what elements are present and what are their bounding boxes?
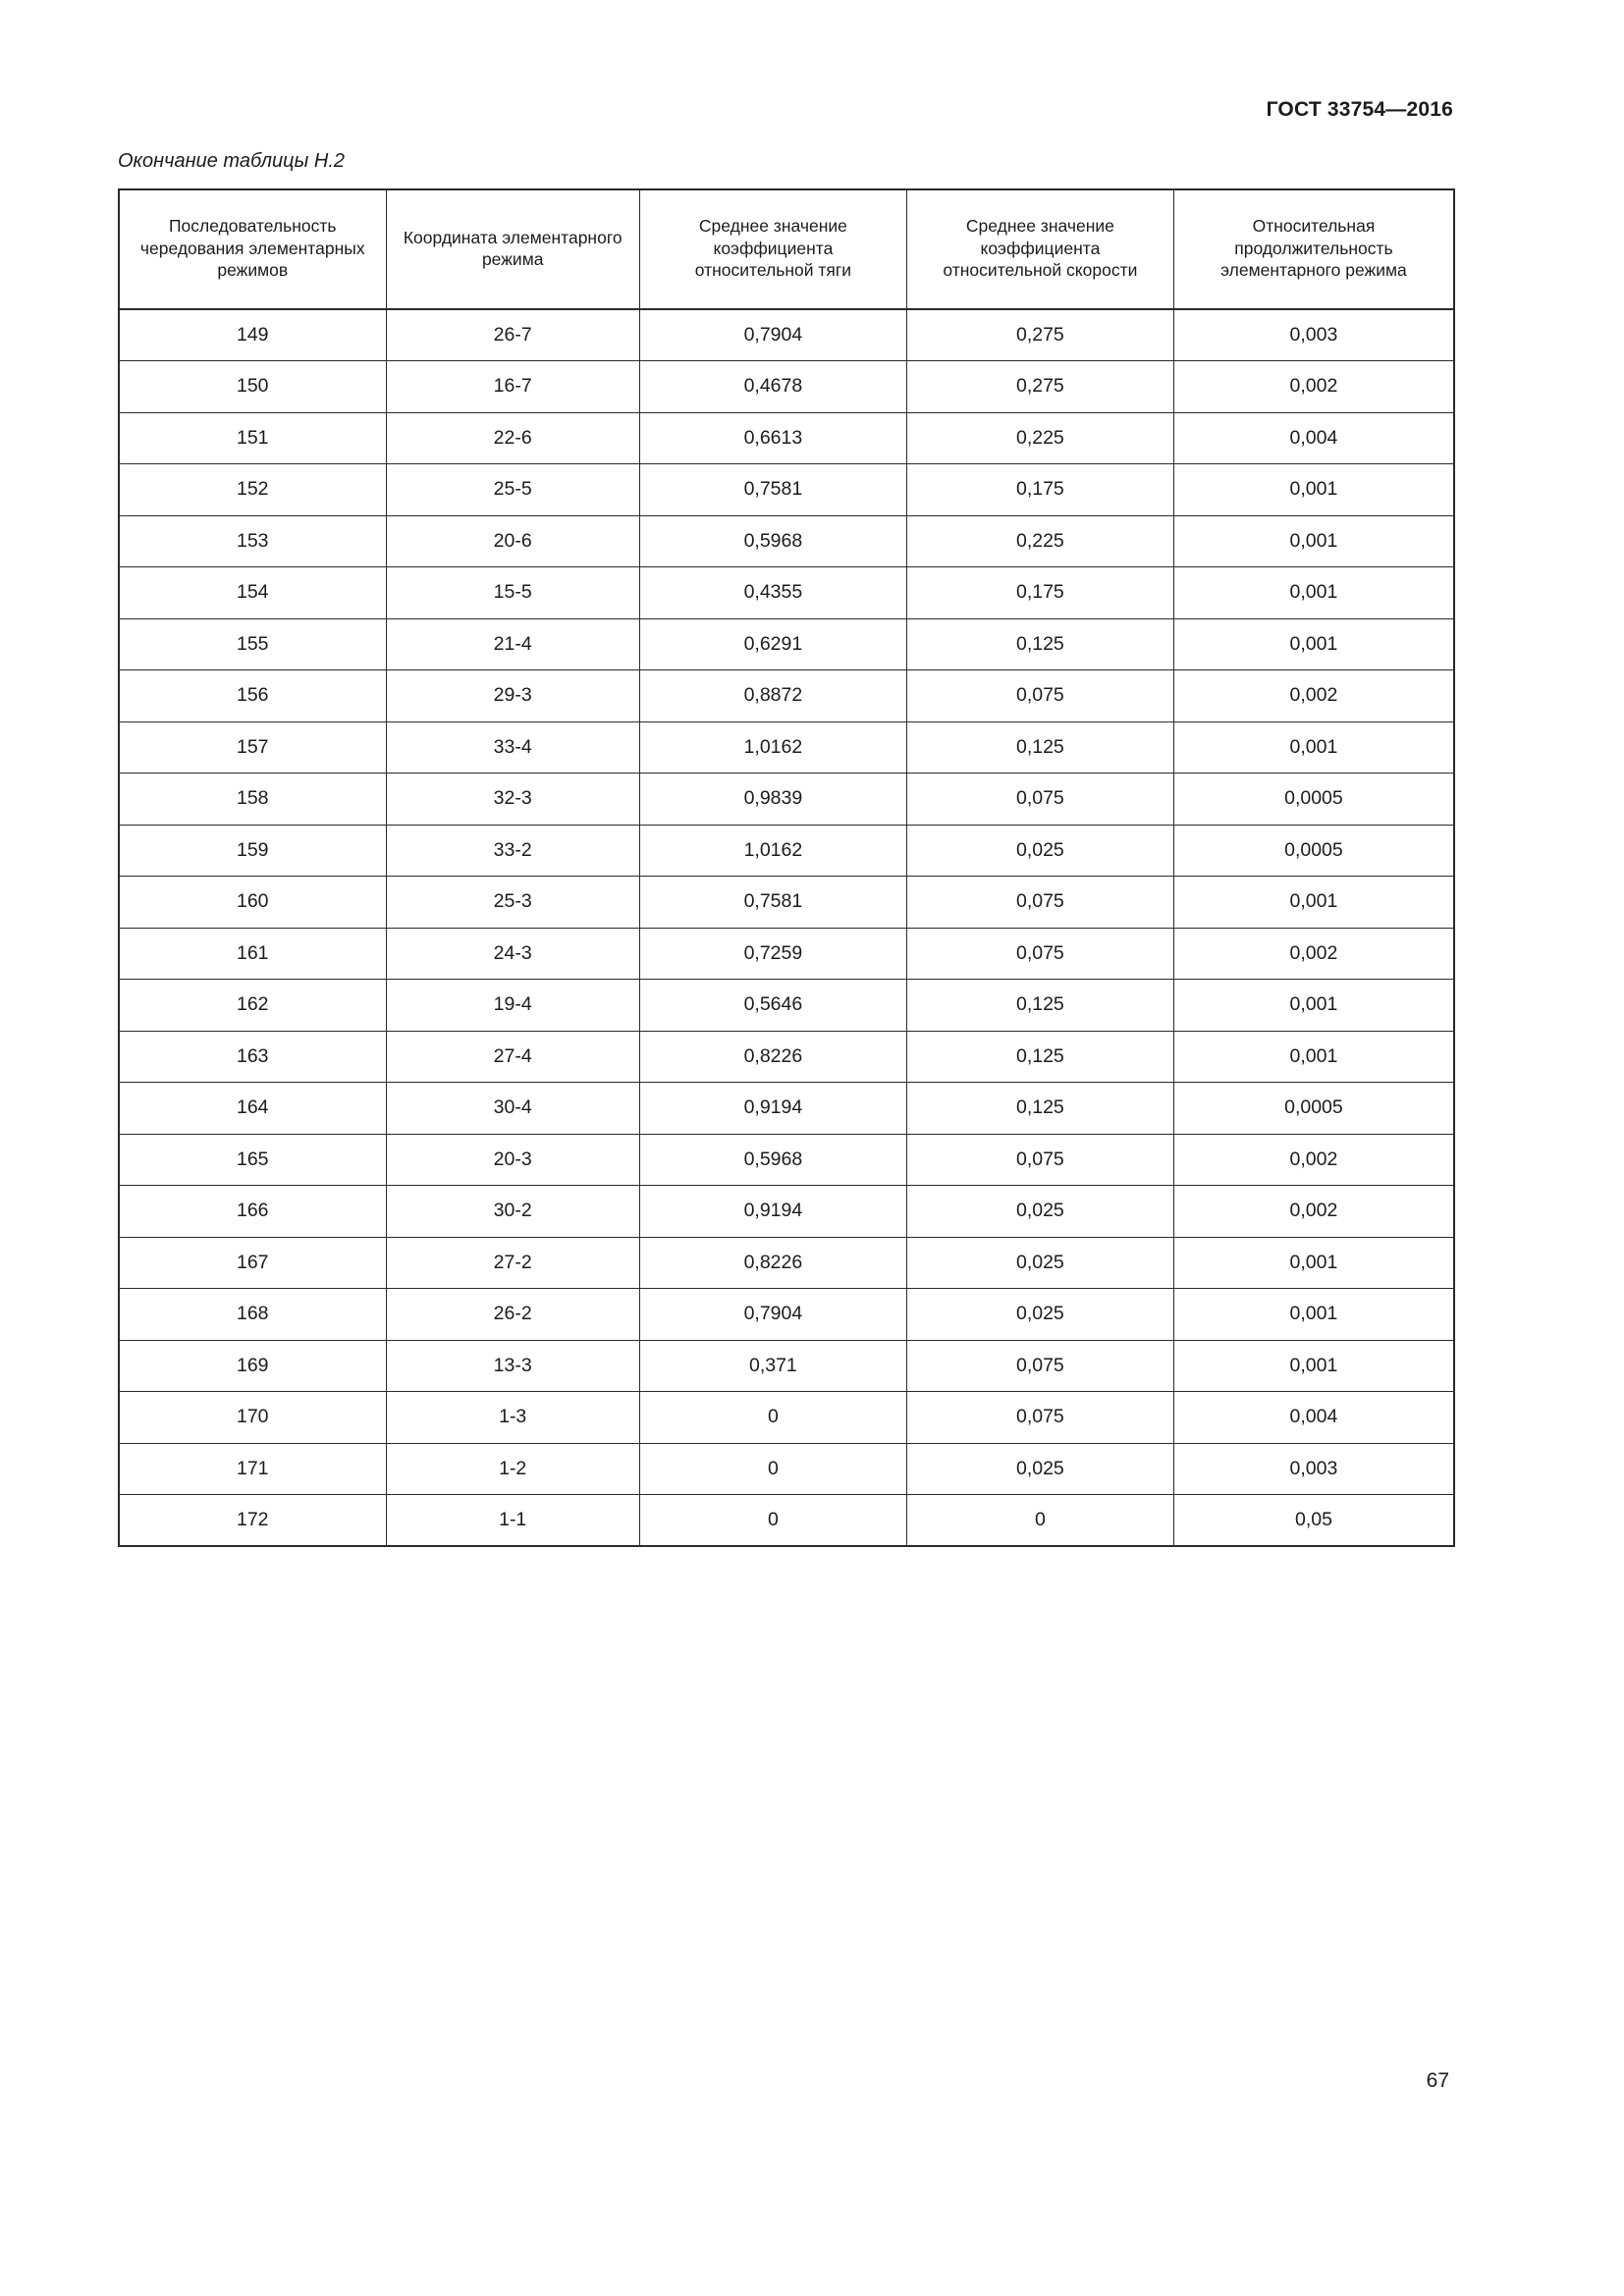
table-cell: 0,075 [906, 774, 1173, 826]
table-cell: 0,225 [906, 412, 1173, 464]
table-cell: 159 [119, 825, 386, 877]
table-cell: 162 [119, 980, 386, 1032]
table-cell: 0,075 [906, 670, 1173, 722]
table-cell: 0,0005 [1173, 1083, 1454, 1135]
table-cell: 0,175 [906, 567, 1173, 619]
table-cell: 157 [119, 721, 386, 774]
table-cell: 171 [119, 1443, 386, 1495]
table-cell: 153 [119, 515, 386, 567]
table-cell: 161 [119, 928, 386, 980]
table-row [119, 1340, 1454, 1392]
table-cell: 21-4 [386, 618, 639, 670]
table-row [119, 1495, 1454, 1547]
table-cell: 0,002 [1173, 670, 1454, 722]
header-cell-relative-duration: Относительная продолжительность элементарного режима [1173, 189, 1454, 309]
table-cell: 0 [906, 1495, 1173, 1547]
table-cell: 0,025 [906, 825, 1173, 877]
table-cell: 154 [119, 567, 386, 619]
page-number: 67 [1426, 2069, 1449, 2092]
table-cell: 0,002 [1173, 928, 1454, 980]
table-cell: 0,7904 [639, 1289, 906, 1341]
table-cell: 0,002 [1173, 1134, 1454, 1186]
table-cell: 33-4 [386, 721, 639, 774]
table-cell: 0,9194 [639, 1083, 906, 1135]
table-cell: 158 [119, 774, 386, 826]
table-cell: 168 [119, 1289, 386, 1341]
table-row [119, 877, 1454, 929]
table-cell: 0,001 [1173, 464, 1454, 516]
table-cell: 0 [639, 1392, 906, 1444]
table-cell: 0,001 [1173, 1237, 1454, 1289]
table-cell: 169 [119, 1340, 386, 1392]
table-cell: 0,05 [1173, 1495, 1454, 1547]
data-table [118, 188, 1455, 1547]
table-cell: 30-2 [386, 1186, 639, 1238]
table-cell: 0,275 [906, 361, 1173, 413]
table-cell: 0,001 [1173, 1289, 1454, 1341]
table-cell: 160 [119, 877, 386, 929]
table-cell: 0,125 [906, 980, 1173, 1032]
table-cell: 19-4 [386, 980, 639, 1032]
table-cell: 0,9839 [639, 774, 906, 826]
table-header-row [119, 189, 1454, 309]
table-cell: 152 [119, 464, 386, 516]
table-cell: 0,125 [906, 1083, 1173, 1135]
table-cell: 0,025 [906, 1443, 1173, 1495]
table-cell: 0,275 [906, 309, 1173, 361]
table-cell: 29-3 [386, 670, 639, 722]
table-row [119, 928, 1454, 980]
table-cell: 26-7 [386, 309, 639, 361]
table-cell: 0,002 [1173, 1186, 1454, 1238]
table-cell: 0,9194 [639, 1186, 906, 1238]
table-cell: 26-2 [386, 1289, 639, 1341]
table-cell: 163 [119, 1031, 386, 1083]
table-cell: 165 [119, 1134, 386, 1186]
table-cell: 0,8872 [639, 670, 906, 722]
table-cell: 0,7581 [639, 464, 906, 516]
table-cell: 0,371 [639, 1340, 906, 1392]
table-cell: 27-2 [386, 1237, 639, 1289]
table-cell: 172 [119, 1495, 386, 1547]
table-cell: 0,7904 [639, 309, 906, 361]
header-cell-coordinate: Координата элементарного режима [386, 189, 639, 309]
table-row [119, 774, 1454, 826]
table-cell: 0,001 [1173, 618, 1454, 670]
table-row [119, 1392, 1454, 1444]
table-cell: 0,7581 [639, 877, 906, 929]
table-cell: 0,001 [1173, 567, 1454, 619]
table-row [119, 567, 1454, 619]
table-cell: 0,075 [906, 928, 1173, 980]
table-row [119, 980, 1454, 1032]
table-caption: Окончание таблицы Н.2 [118, 150, 346, 172]
table-row [119, 1083, 1454, 1135]
table-cell: 0,8226 [639, 1237, 906, 1289]
table-cell: 0,8226 [639, 1031, 906, 1083]
table-cell: 0,002 [1173, 361, 1454, 413]
table-cell: 0,175 [906, 464, 1173, 516]
table-cell: 13-3 [386, 1340, 639, 1392]
table-cell: 0,001 [1173, 1340, 1454, 1392]
table-cell: 22-6 [386, 412, 639, 464]
table-cell: 0,4355 [639, 567, 906, 619]
table-row [119, 515, 1454, 567]
table-row [119, 1186, 1454, 1238]
table-cell: 0,001 [1173, 980, 1454, 1032]
table-cell: 0,5646 [639, 980, 906, 1032]
table-cell: 0,0005 [1173, 825, 1454, 877]
table-cell: 0,7259 [639, 928, 906, 980]
table-cell: 1-2 [386, 1443, 639, 1495]
table-cell: 20-3 [386, 1134, 639, 1186]
table-cell: 166 [119, 1186, 386, 1238]
table-row [119, 1031, 1454, 1083]
table-cell: 0 [639, 1443, 906, 1495]
table-row [119, 361, 1454, 413]
table-cell: 0,225 [906, 515, 1173, 567]
table-row [119, 412, 1454, 464]
table-cell: 25-3 [386, 877, 639, 929]
data-table-container [118, 188, 1455, 1547]
table-cell: 0,125 [906, 721, 1173, 774]
table-cell: 0,025 [906, 1186, 1173, 1238]
table-row [119, 1134, 1454, 1186]
table-cell: 0,125 [906, 618, 1173, 670]
table-row [119, 618, 1454, 670]
table-cell: 0,004 [1173, 1392, 1454, 1444]
table-cell: 0,001 [1173, 1031, 1454, 1083]
table-cell: 0,075 [906, 1392, 1173, 1444]
table-row [119, 464, 1454, 516]
table-cell: 0 [639, 1495, 906, 1547]
table-header [119, 189, 1454, 309]
table-cell: 20-6 [386, 515, 639, 567]
table-cell: 164 [119, 1083, 386, 1135]
table-cell: 1,0162 [639, 825, 906, 877]
table-cell: 0,004 [1173, 412, 1454, 464]
table-cell: 0,125 [906, 1031, 1173, 1083]
table-cell: 0,003 [1173, 309, 1454, 361]
table-cell: 0,6291 [639, 618, 906, 670]
table-cell: 0,6613 [639, 412, 906, 464]
table-cell: 24-3 [386, 928, 639, 980]
table-row [119, 721, 1454, 774]
table-cell: 1-1 [386, 1495, 639, 1547]
table-cell: 0,025 [906, 1237, 1173, 1289]
table-cell: 149 [119, 309, 386, 361]
table-cell: 16-7 [386, 361, 639, 413]
table-cell: 150 [119, 361, 386, 413]
header-cell-speed-coefficient: Среднее значение коэффициента относительной скорости [906, 189, 1173, 309]
table-cell: 0,001 [1173, 721, 1454, 774]
document-reference: ГОСТ 33754—2016 [1266, 98, 1453, 121]
table-cell: 27-4 [386, 1031, 639, 1083]
table-cell: 151 [119, 412, 386, 464]
header-cell-thrust-coefficient: Среднее значение коэффициента относительной тяги [639, 189, 906, 309]
table-cell: 30-4 [386, 1083, 639, 1135]
table-row [119, 1237, 1454, 1289]
table-cell: 0,5968 [639, 1134, 906, 1186]
table-cell: 15-5 [386, 567, 639, 619]
table-row [119, 670, 1454, 722]
table-row [119, 1443, 1454, 1495]
table-cell: 32-3 [386, 774, 639, 826]
table-cell: 0,5968 [639, 515, 906, 567]
table-cell: 1-3 [386, 1392, 639, 1444]
table-cell: 0,001 [1173, 515, 1454, 567]
table-cell: 0,025 [906, 1289, 1173, 1341]
table-cell: 0,075 [906, 1340, 1173, 1392]
table-cell: 33-2 [386, 825, 639, 877]
table-row [119, 1289, 1454, 1341]
header-cell-sequence: Последовательность чередования элементарных режимов [119, 189, 386, 309]
table-cell: 156 [119, 670, 386, 722]
table-cell: 155 [119, 618, 386, 670]
table-cell: 25-5 [386, 464, 639, 516]
table-cell: 0,001 [1173, 877, 1454, 929]
table-cell: 170 [119, 1392, 386, 1444]
table-body [119, 309, 1454, 1546]
table-cell: 0,4678 [639, 361, 906, 413]
table-cell: 0,075 [906, 1134, 1173, 1186]
table-cell: 0,075 [906, 877, 1173, 929]
table-row [119, 825, 1454, 877]
table-cell: 167 [119, 1237, 386, 1289]
table-cell: 1,0162 [639, 721, 906, 774]
table-cell: 0,0005 [1173, 774, 1454, 826]
table-cell: 0,003 [1173, 1443, 1454, 1495]
table-row [119, 309, 1454, 361]
